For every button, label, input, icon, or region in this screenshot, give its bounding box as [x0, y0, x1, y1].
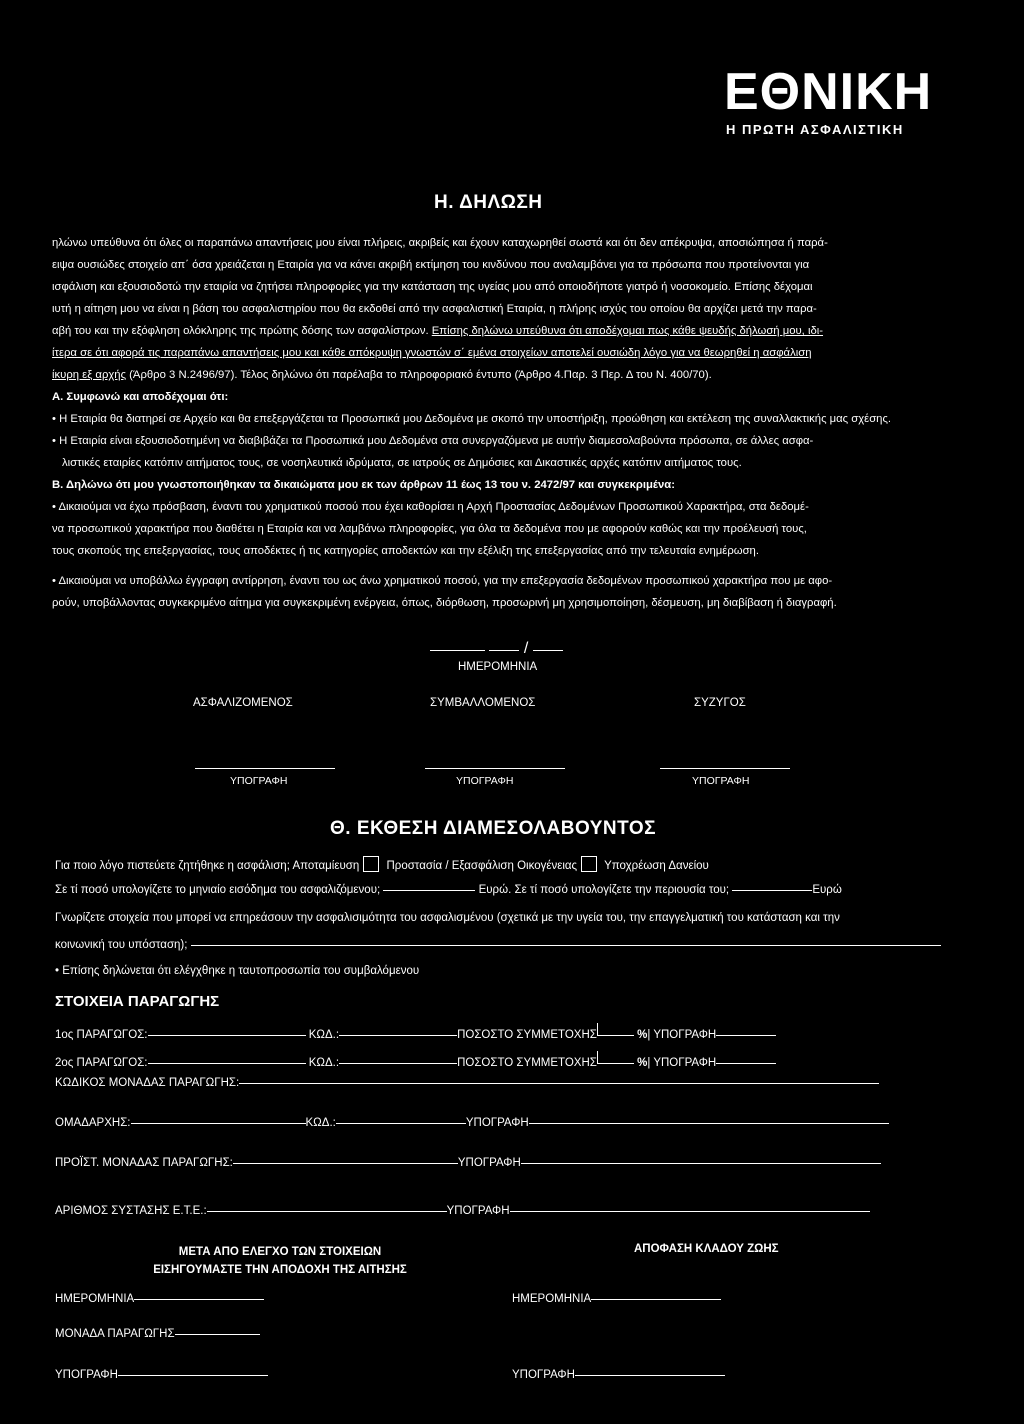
insured-label: ΑΣΦΑΛΙΖΟΜΕΝΟΣ [193, 697, 293, 709]
footer-signature-right-field[interactable] [575, 1375, 725, 1376]
clause-b-item: τους σκοπούς της επεξεργασίας, τους αποδέκτες ή τις κατηγορίες αποδεκτών και την εξέλιξη της επεξεργασίας από την τελευταία ενημέρωση. [52, 545, 759, 557]
company-tagline: Η ΠΡΩΤΗ ΑΣΦΑΛΙΣΤΙΚΗ [726, 122, 904, 137]
income-field[interactable] [383, 890, 475, 891]
clause-b-item: ρούν, υποβάλλοντας συγκεκριμένο αίτημα για συγκεκριμένη ενέργεια, όπως, διόρθωση, προσωρινή μη χρησιμοποίηση, δέσμευση, μη διαβίβαση ή διαγραφή. [52, 597, 837, 609]
team-leader-row: ΟΜΑΔΑΡΧΗΣ: ΚΩΔ.: ΥΠΟΓΡΑΦΗ [55, 1117, 889, 1129]
recommendation-block: ΜΕΤΑ ΑΠΟ ΕΛΕΓΧΟ ΤΩΝ ΣΤΟΙΧΕΙΩΝ ΕΙΣΗΓΟΥΜΑΣΤΕ ΤΗΝ ΑΠΟΔΟΧΗ ΤΗΣ ΑΙΤΗΣΗΣ [153, 1246, 407, 1276]
producer2-code-field[interactable] [339, 1063, 457, 1064]
producer2-share-field[interactable] [597, 1051, 634, 1064]
spouse-signature-line[interactable] [660, 768, 790, 769]
date-field[interactable]: / [430, 640, 570, 658]
date-label: ΗΜΕΡΟΜΗΝΙΑ [458, 661, 538, 673]
know-row: Γνωρίζετε στοιχεία που μπορεί να επηρεάσουν την ασφαλισιμότητα του ασφαλισμένου (σχετικά με την υγεία του, την επαγγελματική του κατάσταση και την [55, 912, 840, 924]
spouse-signature-label: ΥΠΟΓΡΑΦΗ [692, 775, 750, 787]
producer1-signature-field[interactable] [716, 1035, 776, 1036]
unit-head-field[interactable] [233, 1163, 458, 1164]
clause-a-item: • Η Εταιρία θα διατηρεί σε Αρχείο και θα επεξεργάζεται τα Προσωπικά μου Δεδομένα με σκοπό την υποστήριξη, προώθηση και εκτέλεση της συναλλακτικής μας σχέσης. [52, 413, 892, 425]
producer1-field[interactable] [148, 1035, 306, 1036]
producer1-share-field[interactable] [597, 1023, 634, 1036]
unit-code-field[interactable] [239, 1083, 879, 1084]
ete-number-row: ΑΡΙΘΜΟΣ ΣΥΣΤΑΣΗΣ Ε.Τ.Ε.: ΥΠΟΓΡΑΦΗ [55, 1205, 870, 1217]
identity-check: • Επίσης δηλώνεται ότι ελέγχθηκε η ταυτοπροσωπία του συμβαλόμενου [55, 965, 420, 977]
producer2-field[interactable] [148, 1063, 306, 1064]
section-th-title: Θ. ΕΚΘΕΣΗ ΔΙΑΜΕΣΟΛΑΒΟΥΝΤΟΣ [330, 818, 657, 839]
producer1-code-field[interactable] [339, 1035, 457, 1036]
insured-signature-line[interactable] [195, 768, 335, 769]
unit-code-row: ΚΩΔΙΚΟΣ ΜΟΝΑΔΑΣ ΠΑΡΑΓΩΓΗΣ: [55, 1077, 879, 1089]
declaration-paragraph [52, 232, 942, 614]
clause-a-item: λιστικές εταιρίες κατόπιν αιτήματος τους, σε νοσηλευτικά ιδρύματα, σε ιατρούς σε Δημόσιες και Δικαστικές αρχές κατόπιν αιτήματος τους. [62, 457, 742, 469]
text-line: ιυτή η αίτηση μου να είναι η βάση του ασφαλιστηρίου που θα εκδοθεί από την ασφαλιστική Εταιρία, η πλήρης ισχύς του οποίου θα αρχίζει μετά την παρα- [52, 303, 817, 315]
contractor-label: ΣΥΜΒΑΛΛΟΜΕΝΟΣ [430, 697, 536, 709]
clause-a-item: • Η Εταιρία είναι εξουσιοδοτημένη να διαβιβάζει τα Προσωπικά μου Δεδομένα στα συνεργαζόμενα με αυτήν διαμεσολαβούντα πρόσωπα, σε άλλες ασφα- [52, 435, 814, 447]
wealth-field[interactable] [732, 890, 812, 891]
footer-date-right-field[interactable] [591, 1299, 721, 1300]
producer2-signature-field[interactable] [716, 1063, 776, 1064]
footer-unit: ΜΟΝΑΔΑ ΠΑΡΑΓΩΓΗΣ [55, 1328, 260, 1340]
income-row: Σε τί ποσό υπολογίζετε το μηνιαίο εισόδημα του ασφαλιζόμενου; Ευρώ. Σε τί ποσό υπολογίζετε την περιουσία του; Ευρώ [55, 884, 842, 896]
footer-signature-left: ΥΠΟΓΡΑΦΗ [55, 1369, 268, 1381]
ete-number-field[interactable] [207, 1211, 447, 1212]
unit-head-row: ΠΡΟΪΣΤ. ΜΟΝΑΔΑΣ ΠΑΡΑΓΩΓΗΣ: ΥΠΟΓΡΑΦΗ [55, 1157, 881, 1169]
life-branch-decision-title: ΑΠΟΦΑΣΗ ΚΛΑΔΟΥ ΖΩΗΣ [634, 1243, 779, 1255]
spouse-label: ΣΥΖΥΓΟΣ [694, 697, 746, 709]
producer1-row: 1ος ΠΑΡΑΓΩΓΟΣ: ΚΩΔ.: ΠΟΣΟΣΤΟ ΣΥΜΜΕΤΟΧΗΣ %| ΥΠΟΓΡΑΦΗ [55, 1023, 776, 1041]
footer-signature-right: ΥΠΟΓΡΑΦΗ [512, 1369, 725, 1381]
clause-a-heading: Α. Συμφωνώ και αποδέχομαι ότι: [52, 391, 229, 403]
producer2-row: 2ος ΠΑΡΑΓΩΓΟΣ: ΚΩΔ.: ΠΟΣΟΣΤΟ ΣΥΜΜΕΤΟΧΗΣ %| ΥΠΟΓΡΑΦΗ [55, 1051, 776, 1069]
savings-checkbox[interactable] [363, 856, 379, 872]
text-line: ηλώνω υπεύθυνα ότι όλες οι παραπάνω απαντήσεις μου είναι πλήρεις, ακριβείς και έχουν καταχωρηθεί σωστά και ότι δεν απέκρυψα, αποσιώπησα ή παρά- [52, 237, 828, 249]
contractor-signature-label: ΥΠΟΓΡΑΦΗ [456, 775, 514, 787]
know-field[interactable] [191, 945, 941, 946]
footer-date-left-field[interactable] [134, 1299, 264, 1300]
know-row-2: κοινωνική του υπόσταση); [55, 939, 941, 951]
footer-date-right: ΗΜΕΡΟΜΗΝΙΑ [512, 1293, 721, 1305]
reason-row: Για ποιο λόγο πιστεύετε ζητήθηκε η ασφάλιση; Αποταμίευση Προστασία / Εξασφάλιση Οικογένειας Υποχρέωση Δανείου [55, 856, 709, 872]
team-leader-code-field[interactable] [336, 1123, 466, 1124]
footer-unit-field[interactable] [175, 1334, 260, 1335]
text-line: αβή του και την εξόφληση ολόκληρης της πρώτης δόσης των ασφαλίστρων. Επίσης δηλώνω υπεύθυνα ότι αποδέχομαι πως κάθε ψευδής δήλωσή μου, ιδι- [52, 325, 824, 337]
text-line: ειψα ουσιώδες στοιχείο απ΄ όσα χρειάζεται η Εταιρία για να κάνει ακριβή εκτίμηση του κινδύνου που αναλαμβάνει για τα πρόσωπα που προτείνονται για [52, 259, 810, 271]
clause-b-item: • Δικαιούμαι να έχω πρόσβαση, έναντι του χρηματικού ποσού που έχει καθορίσει η Αρχή Προστασίας Δεδομένων Προσωπικού Χαρακτήρα, στα δεδομέ- [52, 501, 809, 513]
insured-signature-label: ΥΠΟΓΡΑΦΗ [230, 775, 288, 787]
section-h-title: Η. ΔΗΛΩΣΗ [434, 192, 543, 213]
ete-signature-field[interactable] [510, 1211, 870, 1212]
footer-signature-left-field[interactable] [118, 1375, 268, 1376]
clause-b-item: να προσωπικού χαρακτήρα που διαθέτει η Εταιρία και να λαμβάνω πληροφορίες, για όλα τα δεδομένα που με αφορούν καθώς και την προέλευσή τους, [52, 523, 807, 535]
text-line: ισφάλιση και εξουσιοδοτώ την εταιρία να ζητήσει πληροφορίες για την κατάσταση της υγείας μου από οποιοδήποτε γιατρό ή νοσοκομείο. Επίσης δέχομαι [52, 281, 813, 293]
production-title: ΣΤΟΙΧΕΙΑ ΠΑΡΑΓΩΓΗΣ [55, 993, 220, 1010]
text-line: ίκυρη εξ αρχής (Άρθρο 3 Ν.2496/97). Τέλος δηλώνω ότι παρέλαβα το πληροφοριακό έντυπο (Άρθρο 4.Παρ. 3 Περ. Δ του Ν. 400/70). [52, 369, 712, 381]
clause-b-item: • Δικαιούμαι να υποβάλλω έγγραφη αντίρρηση, έναντι του ως άνω χρηματικού ποσού, για την επεξεργασία δεδομένων προσωπικού χαρακτήρα που με αφο- [52, 575, 833, 587]
company-logo: ΕΘΝΙΚΗ [724, 63, 933, 121]
family-protection-checkbox[interactable] [581, 856, 597, 872]
unit-head-signature-field[interactable] [521, 1163, 881, 1164]
text-line: ίτερα σε ότι αφορά τις παραπάνω απαντήσεις μου και κάθε απόκρυψη γνωστών σ΄ εμένα στοιχείων αποτελεί ουσιώδη λόγο για να θεωρηθεί η ασφάλιση [52, 347, 812, 359]
team-leader-field[interactable] [131, 1123, 306, 1124]
footer-date-left: ΗΜΕΡΟΜΗΝΙΑ [55, 1293, 264, 1305]
clause-b-heading: Β. Δηλώνω ότι μου γνωστοποιήθηκαν τα δικαιώματα μου εκ των άρθρων 11 έως 13 του ν. 2472/97 και συγκεκριμένα: [52, 479, 675, 491]
contractor-signature-line[interactable] [425, 768, 565, 769]
team-leader-signature-field[interactable] [529, 1123, 889, 1124]
